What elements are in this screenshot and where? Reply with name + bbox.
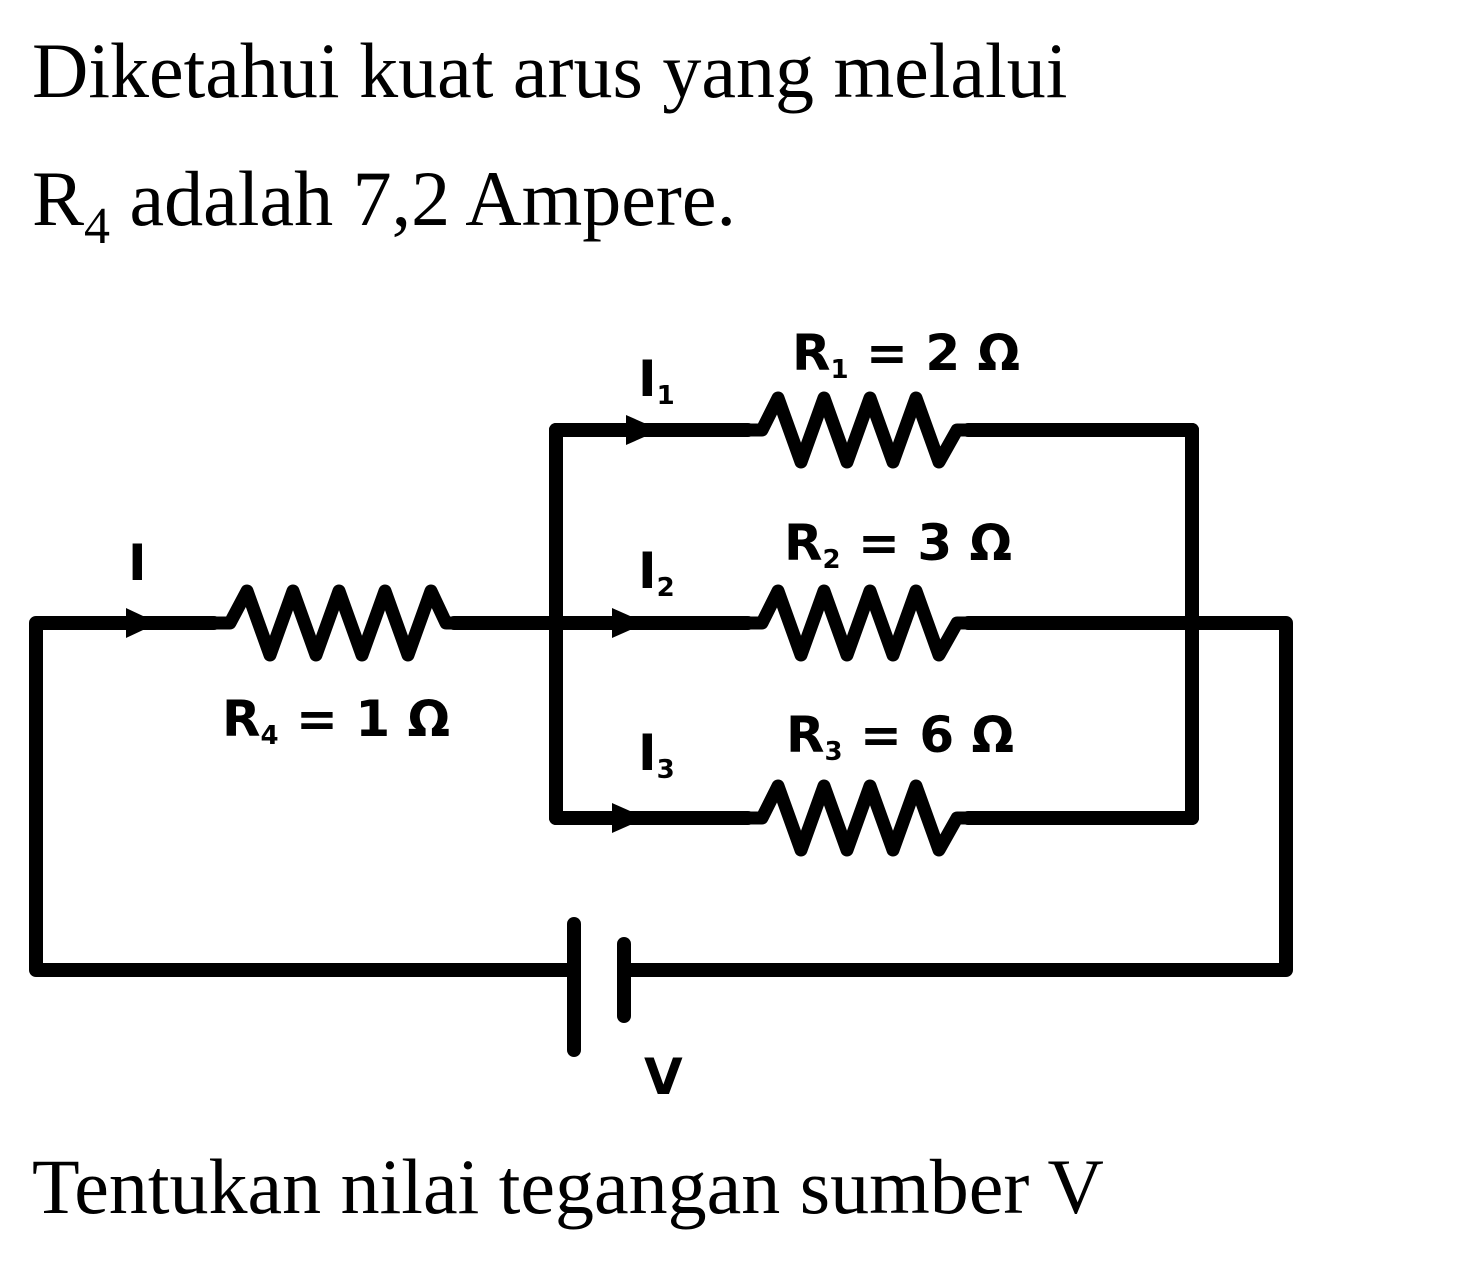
label-r1: R1 = 2 Ω (792, 324, 1021, 385)
arrow-i3-icon (612, 803, 646, 833)
arrow-i1-icon (626, 415, 660, 445)
label-r4: R4 = 1 Ω (222, 690, 451, 751)
label-r3: R3 = 6 Ω (786, 706, 1015, 767)
label-current-i: I (128, 534, 147, 592)
resistor-r4 (214, 591, 454, 655)
label-r2: R2 = 3 Ω (784, 514, 1013, 575)
r4-subscript: 4 (84, 198, 111, 255)
arrow-i2-icon (612, 608, 646, 638)
label-i1: I1 (638, 350, 675, 411)
problem-statement-rest: adalah 7,2 Ampere. (110, 155, 736, 242)
problem-statement-line-1: Diketahui kuat arus yang melalui (32, 27, 1068, 114)
resistor-r1 (748, 398, 968, 462)
resistor-r3 (748, 786, 968, 850)
question-text: Tentukan nilai tegangan sumber V (32, 1143, 1104, 1230)
label-i3: I3 (638, 724, 675, 785)
r4-symbol: R (32, 155, 85, 242)
arrow-i-icon (126, 608, 158, 638)
label-i2: I2 (638, 542, 675, 603)
wire-left-loop (36, 623, 570, 970)
resistor-r2 (748, 591, 968, 655)
label-source-v: V (644, 1048, 683, 1106)
